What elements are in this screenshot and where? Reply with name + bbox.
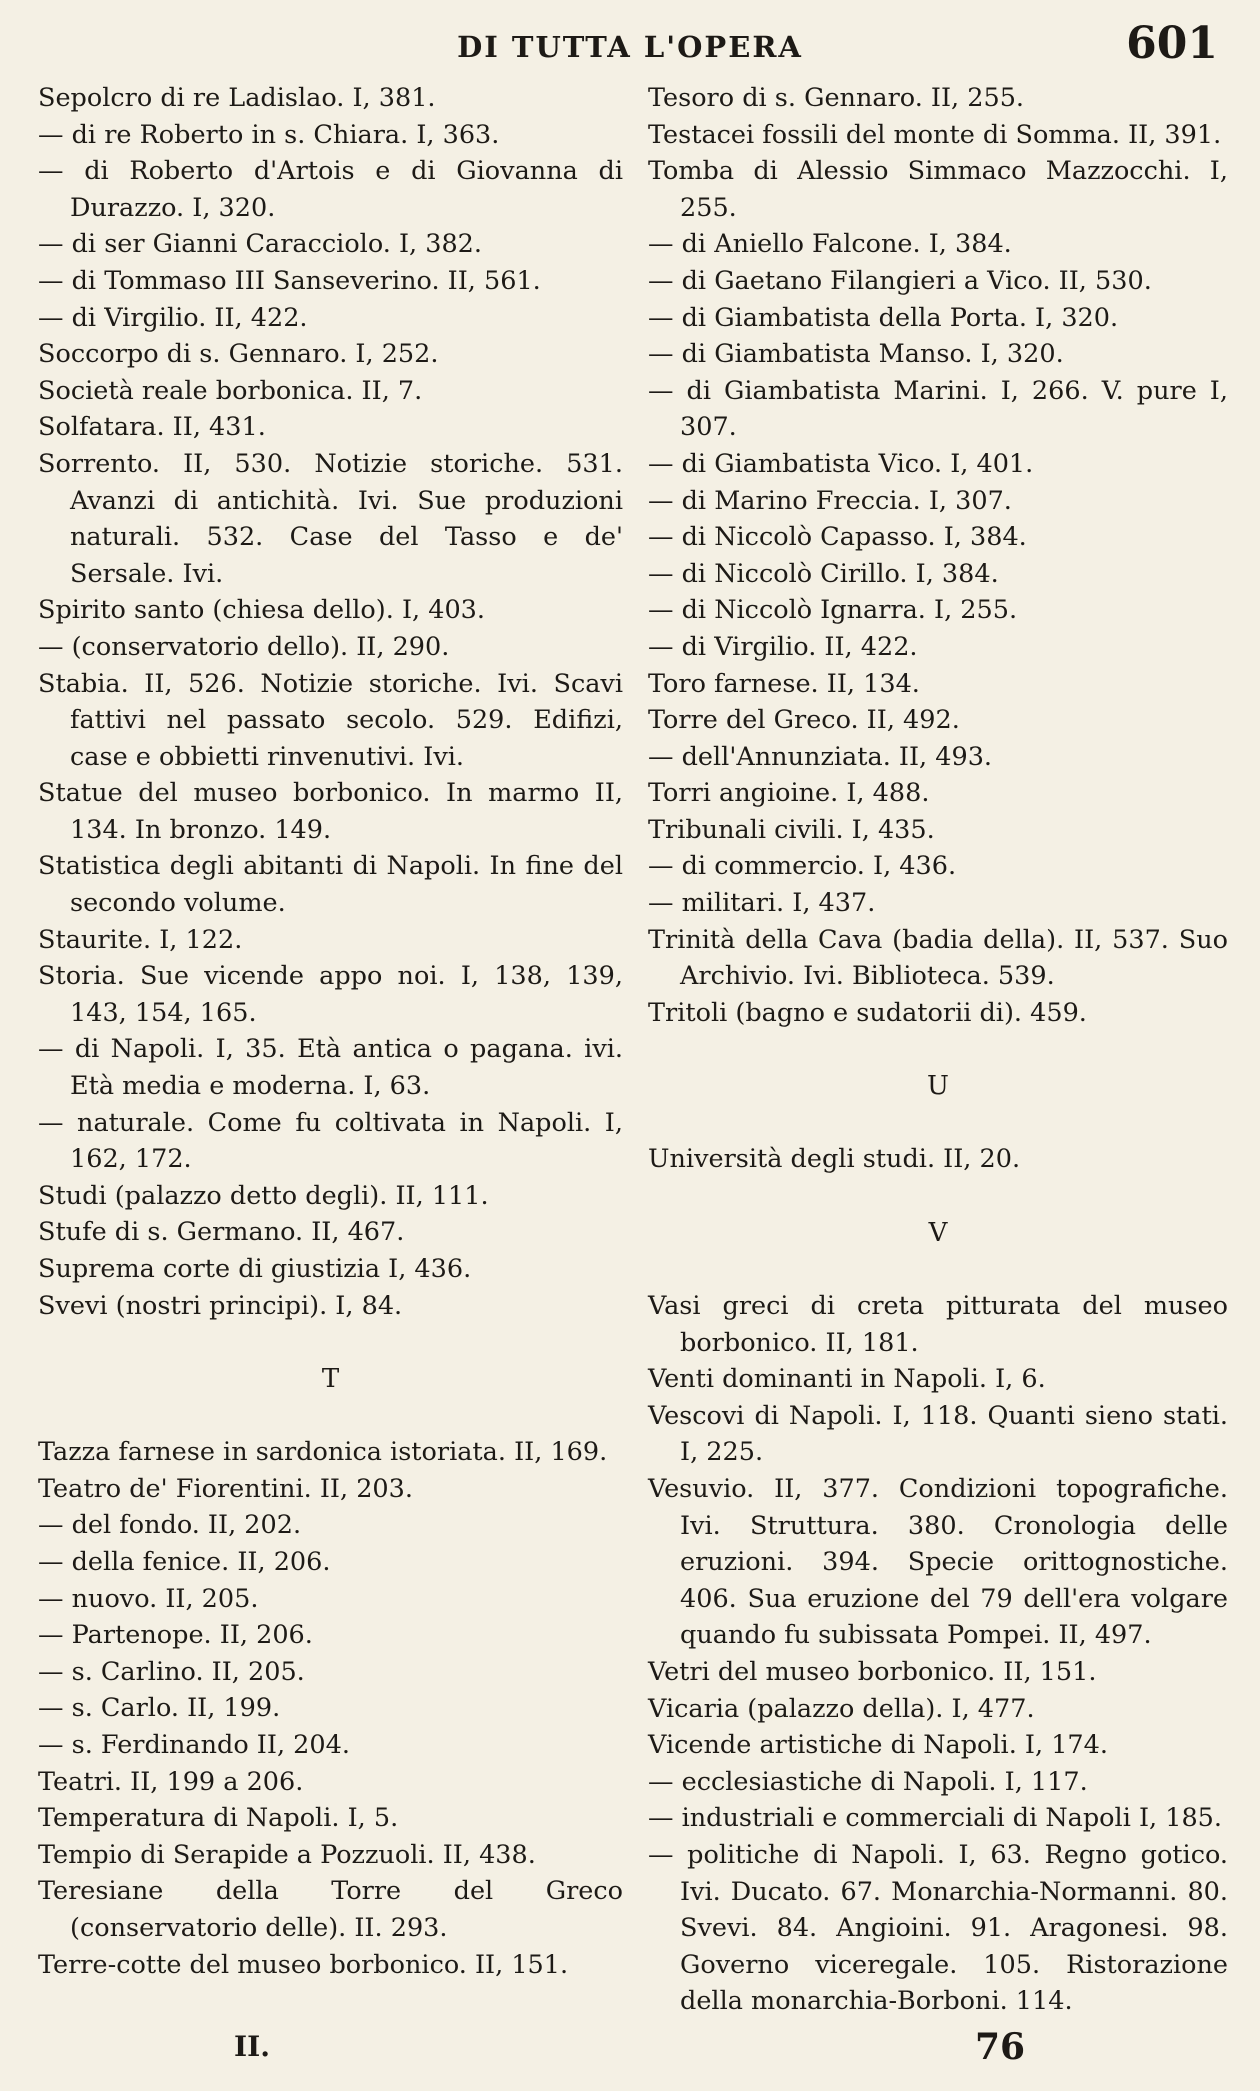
index-entry: Statue del museo borbonico. In marmo II, 134. In bronzo. 149. [38,778,623,845]
index-entry: — di ser Gianni Caracciolo. I, 382. [38,229,483,260]
index-entry: Spirito santo (chiesa dello). I, 403. [38,595,486,626]
index-entry: — di Virgilio. II, 422. [648,631,918,662]
index-column-left [38,80,623,1983]
index-entry: — di Napoli. I, 35. Età antica o pagana. ivi. Età media e moderna. I, 63. [38,1034,623,1102]
index-entry: — industriali e commerciali di Napoli I, 185. [648,1803,1223,1834]
index-entry: Vasi greci di creta pitturata del museo borbonico. II, 181. [648,1291,1228,1358]
index-entry: Teresiane della Torre del Greco (conservatorio delle). II. 293. [38,1876,623,1943]
index-entry: — di Giambatista della Porta. I, 320. [648,302,1119,333]
index-entry: Staurite. I, 122. [38,924,243,955]
index-entry: Storia. Sue vicende appo noi. I, 138, 139, 143, 154, 165. [38,961,623,1028]
index-entry: — di commercio. I, 436. [648,851,957,882]
index-entry: Vetri del museo borbonico. II, 151. [648,1656,1097,1687]
index-entry: — di Giambatista Marini. I, 266. V. pure I, 307. [648,375,1228,443]
index-entry: — di Virgilio. II, 422. [38,302,308,333]
index-entry: Università degli studi. II, 20. [648,1144,1021,1175]
index-column-right [648,80,1228,2020]
index-entry: Terre-cotte del museo borbonico. II, 151. [38,1949,569,1980]
index-entry: Vicaria (palazzo della). I, 477. [648,1693,1035,1724]
index-entry: Torri angioine. I, 488. [648,778,930,809]
index-entry: Soccorpo di s. Gennaro. I, 252. [38,339,439,370]
index-entry: Torre del Greco. II, 492. [648,705,960,736]
index-entry: — (conservatorio dello). II, 290. [38,631,450,662]
index-entry: Vescovi di Napoli. I, 118. Quanti sieno stati. I, 225. [648,1400,1228,1468]
index-entry: — militari. I, 437. [648,888,876,919]
index-entry: — del fondo. II, 202. [38,1510,302,1541]
index-entry: Venti dominanti in Napoli. I, 6. [648,1364,1046,1395]
index-entry: Tribunali civili. I, 435. [648,814,935,845]
index-entry: Stufe di s. Germano. II, 467. [38,1217,405,1248]
index-entry: — di Niccolò Capasso. I, 384. [648,522,1027,553]
index-entry: — di Gaetano Filangieri a Vico. II, 530. [648,265,1152,296]
index-entry: — di Giambatista Vico. I, 401. [648,448,1034,479]
index-entry: — s. Carlino. II, 205. [38,1656,305,1687]
index-entry: Statistica degli abitanti di Napoli. In fine del secondo volume. [38,851,623,919]
index-entry: Teatro de' Fiorentini. II, 203. [38,1473,413,1504]
index-entry: — s. Carlo. II, 199. [38,1693,281,1724]
index-entry: — della fenice. II, 206. [38,1546,331,1577]
index-entry: Tritoli (bagno e sudatorii di). 459. [648,997,1087,1028]
volume-mark: II. [234,2030,270,2063]
index-entry: Tesoro di s. Gennaro. II, 255. [648,83,1025,113]
index-entry: — di Niccolò Ignarra. I, 255. [648,595,1018,626]
index-entry: Sorrento. II, 530. Notizie storiche. 531. Avanzi di antichità. Ivi. Sue produzioni naturali. 532. Case del Tasso e de' Sersale. Ivi. [38,448,623,589]
index-entry: Svevi (nostri principi). I, 84. [38,1290,403,1321]
index-entry: Studi (palazzo detto degli). II, 111. [38,1180,489,1211]
index-entry: — politiche di Napoli. I, 63. Regno gotico. Ivi. Ducato. 67. Monarchia-Normanni. 80. Svevi. 84. Angioini. 91. Aragonesi. 98. Governo viceregale. 105. Ristorazione della monarchia-Borboni. 114. [648,1839,1228,2017]
section-letter: T [321,1364,340,1395]
index-entry: Vesuvio. II, 377. Condizioni topografiche. Ivi. Struttura. 380. Cronologia delle eruzioni. 394. Specie orittognostiche. 406. Sua eruzione del 79 dell'era volgare quando fu subissata Pompei. II, 497. [648,1474,1228,1651]
index-entry: — di re Roberto in s. Chiara. I, 363. [38,119,500,150]
index-entry: Solfatara. II, 431. [38,412,266,443]
section-letter: V [928,1218,948,1249]
index-entry: — nuovo. II, 205. [38,1583,259,1614]
index-entry: — di Aniello Falcone. I, 384. [648,229,1012,260]
index-entry: — di Giambatista Manso. I, 320. [648,339,1064,370]
index-entry: — dell'Annunziata. II, 493. [648,741,993,772]
index-entry: Stabia. II, 526. Notizie storiche. Ivi. Scavi fattivi nel passato secolo. 529. Edifizi, case e obbietti rinvenutivi. Ivi. [38,668,623,772]
index-entry: — di Tommaso III Sanseverino. II, 561. [38,265,541,296]
index-entry: Tomba di Alessio Simmaco Mazzocchi. I, 255. [648,156,1228,223]
index-entry: — s. Ferdinando II, 204. [38,1729,350,1760]
page-number: 601 [1126,18,1218,69]
section-letter: U [927,1071,949,1102]
index-entry: — di Marino Freccia. I, 307. [648,485,1012,516]
index-entry: — ecclesiastiche di Napoli. I, 117. [648,1766,1088,1797]
index-entry: Tazza farnese in sardonica istoriata. II, 169. [38,1437,608,1468]
running-head [0,18,1260,78]
index-entry: — naturale. Come fu coltivata in Napoli. I, 162, 172. [38,1107,623,1175]
signature-mark: 76 [975,2026,1026,2068]
index-entry: Vicende artistiche di Napoli. I, 174. [648,1730,1108,1761]
index-entry: Testacei fossili del monte di Somma. II, 391. [648,119,1222,150]
index-entry: — di Roberto d'Artois e di Giovanna di Durazzo. I, 320. [38,156,623,223]
index-entry: Trinità della Cava (badia della). II, 537. Suo Archivio. Ivi. Biblioteca. 539. [648,924,1228,992]
index-entry: — di Niccolò Cirillo. I, 384. [648,558,999,589]
index-entry: Tempio di Serapide a Pozzuoli. II, 438. [38,1839,536,1870]
index-entry: Sepolcro di re Ladislao. I, 381. [38,83,436,113]
index-entry: Toro farnese. II, 134. [648,668,920,699]
running-title: DI TUTTA L'OPERA [457,30,803,64]
index-entry: — Partenope. II, 206. [38,1620,313,1651]
index-entry: Teatri. II, 199 a 206. [38,1766,304,1797]
index-entry: Temperatura di Napoli. I, 5. [38,1803,399,1834]
index-entry: Società reale borbonica. II, 7. [38,375,423,406]
index-entry: Suprema corte di giustizia I, 436. [38,1254,472,1284]
